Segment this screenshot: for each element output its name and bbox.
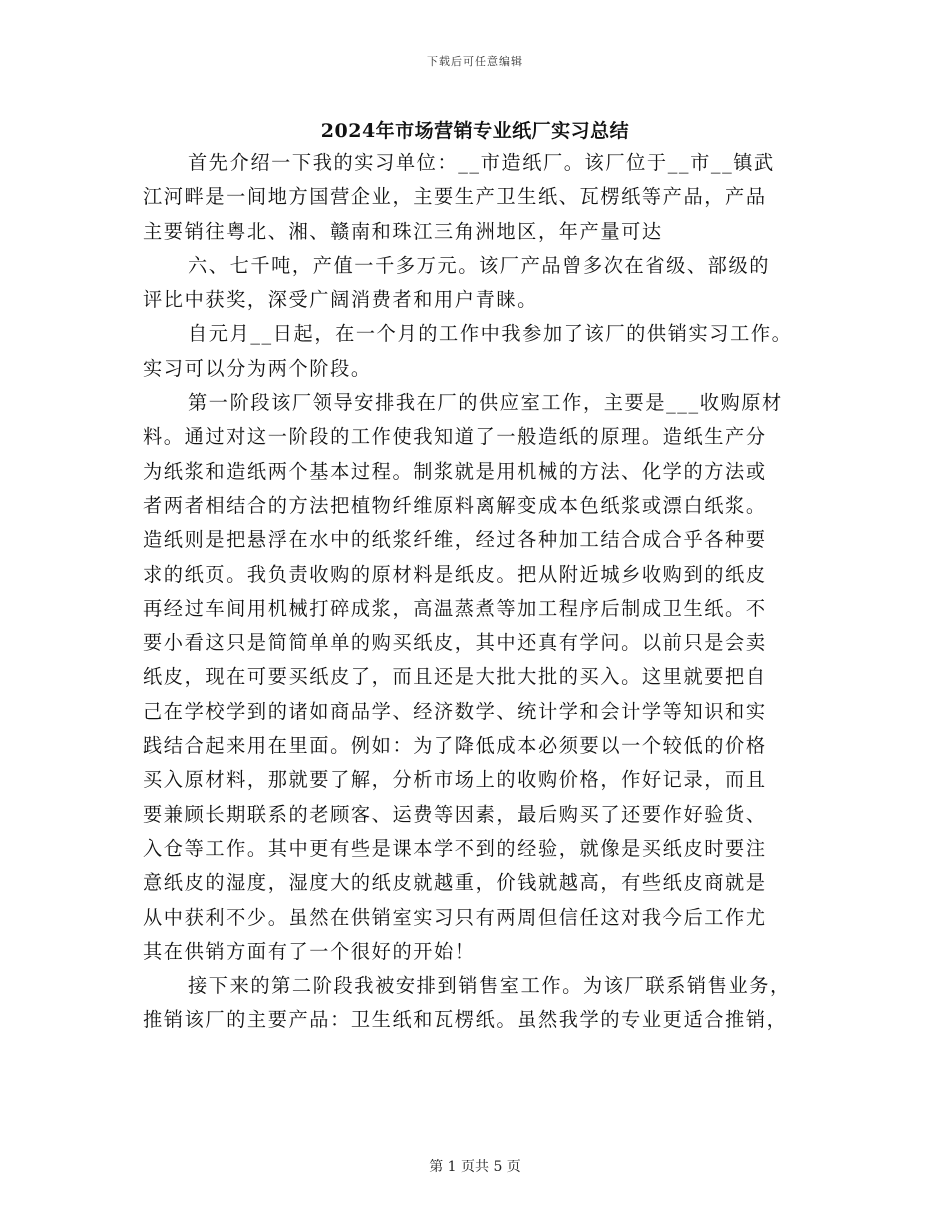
text-line: 纸皮，现在可要买纸皮了，而且还是大批大批的买入。这里就要把自: [143, 665, 767, 689]
text-line: 意纸皮的湿度，湿度大的纸皮就越重，价钱就越高，有些纸皮商就是: [143, 871, 767, 895]
page-header: 下载后可任意编辑: [427, 55, 523, 68]
text-line: 接下来的第二阶段我被安排到销售室工作。为该厂联系销售业务，: [188, 974, 791, 998]
document-body: [143, 146, 808, 1038]
text-line: 其在供销方面有了一个很好的开始！: [143, 939, 476, 963]
text-line: 主要销往粤北、湘、赣南和珠江三角洲地区，年产量可达: [143, 219, 663, 243]
text-line: 入仓等工作。其中更有些是课本学不到的经验，就像是买纸皮时要注: [143, 836, 767, 860]
text-line: 自元月__日起，在一个月的工作中我参加了该厂的供销实习工作。: [188, 322, 793, 346]
text-line: 第一阶段该厂领导安排我在厂的供应室工作，主要是___收购原材: [188, 391, 783, 415]
text-line: 要兼顾长期联系的老顾客、运费等因素，最后购买了还要作好验货、: [143, 802, 767, 826]
page-footer: 第 1 页共 5 页: [429, 1159, 521, 1175]
text-line: 者两者相结合的方法把植物纤维原料离解变成本色纸浆或漂白纸浆。: [143, 493, 767, 517]
text-line: 造纸则是把悬浮在水中的纸浆纤维，经过各种加工结合成合乎各种要: [143, 528, 767, 552]
text-line: 求的纸页。我负责收购的原材料是纸皮。把从附近城乡收购到的纸皮: [143, 562, 767, 586]
text-line: 江河畔是一间地方国营企业，主要生产卫生纸、瓦楞纸等产品，产品: [143, 185, 767, 209]
text-line: 从中获利不少。虽然在供销室实习只有两周但信任这对我今后工作尤: [143, 905, 767, 929]
text-line: 评比中获奖，深受广阔消费者和用户青睐。: [143, 288, 538, 312]
text-line: 首先介绍一下我的实习单位：__市造纸厂。该厂位于__市__镇武: [188, 151, 775, 174]
text-line: 推销该厂的主要产品：卫生纸和瓦楞纸。虽然我学的专业更适合推销，: [143, 1008, 788, 1032]
text-line: 为纸浆和造纸两个基本过程。制浆就是用机械的方法、化学的方法或: [143, 459, 767, 483]
text-line: 践结合起来用在里面。例如：为了降低成本必须要以一个较低的价格: [143, 734, 767, 758]
text-line: 料。通过对这一阶段的工作使我知道了一般造纸的原理。造纸生产分: [143, 425, 767, 449]
text-line: 买入原材料，那就要了解，分析市场上的收购价格，作好记录，而且: [143, 768, 767, 792]
document-title: 2024年市场营销专业纸厂实习总结: [320, 120, 630, 142]
text-line: 实习可以分为两个阶段。: [143, 356, 372, 380]
text-line: 再经过车间用机械打碎成浆，高温蒸煮等加工程序后制成卫生纸。不: [143, 596, 767, 620]
text-line: 己在学校学到的诸如商品学、经济数学、统计学和会计学等知识和实: [143, 699, 767, 723]
text-line: 六、七千吨，产值一千多万元。该厂产品曾多次在省级、部级的: [188, 253, 771, 277]
text-line: 要小看这只是简简单单的购买纸皮，其中还真有学问。以前只是会卖: [143, 631, 767, 655]
